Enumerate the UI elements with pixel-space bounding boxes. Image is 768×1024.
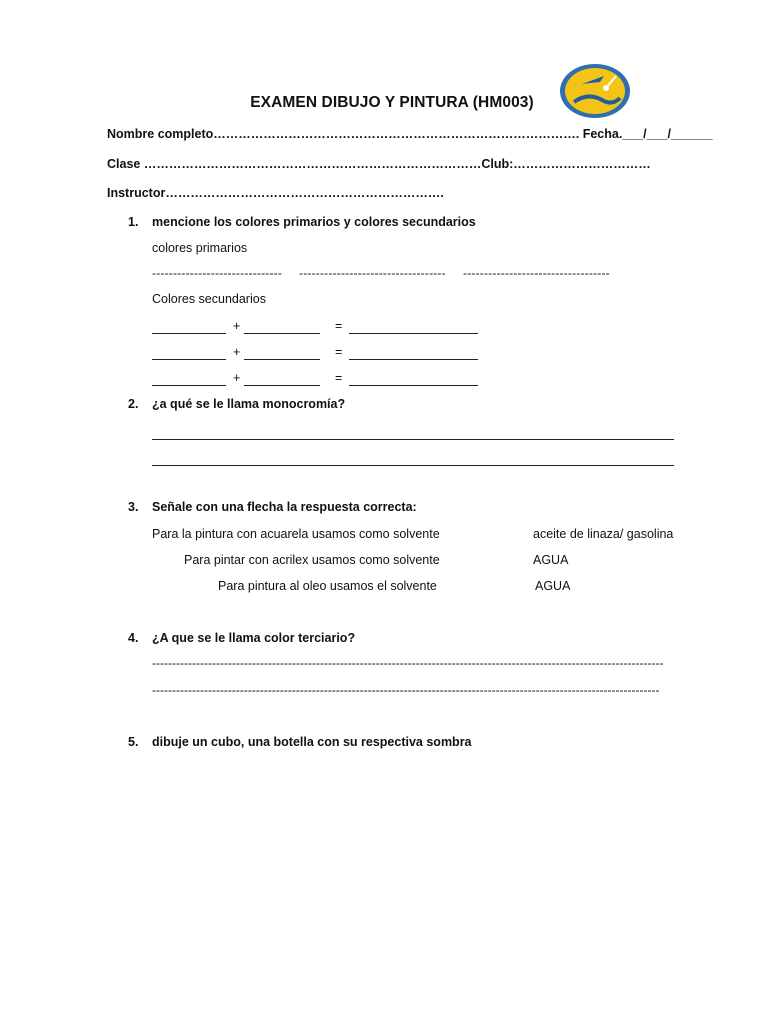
solvent-statement: Para pintura al oleo usamos el solvente	[218, 579, 437, 593]
equals-sign: =	[335, 345, 343, 359]
answer-line[interactable]	[152, 465, 674, 466]
plus-sign: +	[233, 371, 241, 385]
question-1-number: 1.	[128, 215, 139, 229]
page-title: EXAMEN DIBUJO Y PINTURA (HM003)	[250, 94, 534, 111]
question-3-text: Señale con una flecha la respuesta correcta:	[152, 500, 417, 514]
color-blank[interactable]	[244, 333, 320, 334]
answer-line[interactable]	[152, 439, 674, 440]
result-blank[interactable]	[349, 333, 478, 334]
color-blank[interactable]	[152, 359, 226, 360]
question-3-number: 3.	[128, 500, 139, 514]
primarios-label: colores primarios	[152, 241, 248, 255]
solvent-option[interactable]: AGUA	[535, 579, 571, 593]
instructor-field[interactable]: Instructor………………………………………………………….	[107, 186, 444, 200]
color-blank[interactable]	[152, 385, 226, 386]
question-5-text: dibuje un cubo, una botella con su respectiva sombra	[152, 735, 472, 749]
clase-club-field[interactable]: Clase ………………………………………………………………………Club:……………………………	[107, 157, 651, 171]
color-blank[interactable]	[244, 359, 320, 360]
solvent-statement: Para pintar con acrilex usamos como solvente	[184, 553, 440, 567]
equals-sign: =	[335, 371, 343, 385]
question-2-number: 2.	[128, 397, 139, 411]
plus-sign: +	[233, 319, 241, 333]
solvent-option[interactable]: AGUA	[533, 553, 569, 567]
question-4-number: 4.	[128, 631, 139, 645]
equals-sign: =	[335, 319, 343, 333]
primario-answer-line[interactable]: -------------------------------	[152, 266, 283, 280]
color-blank[interactable]	[244, 385, 320, 386]
question-5-number: 5.	[128, 735, 139, 749]
solvent-statement: Para la pintura con acuarela usamos como solvente	[152, 527, 440, 541]
drawing-area[interactable]	[152, 760, 672, 1000]
answer-dashed-line[interactable]: -------------------------------------------------------------------------------------------------------------------------------	[152, 683, 660, 697]
result-blank[interactable]	[349, 359, 478, 360]
question-1-text: mencione los colores primarios y colores secundarios	[152, 215, 476, 229]
primario-answer-line[interactable]: -----------------------------------	[299, 266, 446, 280]
solvent-option[interactable]: aceite de linaza/ gasolina	[533, 527, 674, 541]
nombre-fecha-field[interactable]: Nombre completo……………………………………………………………………………. Fecha.___/___/______	[107, 127, 713, 141]
answer-dashed-line[interactable]: --------------------------------------------------------------------------------------------------------------------------------	[152, 656, 664, 670]
color-blank[interactable]	[152, 333, 226, 334]
question-4-text: ¿A que se le llama color terciario?	[152, 631, 356, 645]
secundarios-label: Colores secundarios	[152, 292, 266, 306]
primario-answer-line[interactable]: -----------------------------------	[463, 266, 610, 280]
result-blank[interactable]	[349, 385, 478, 386]
plus-sign: +	[233, 345, 241, 359]
question-2-text: ¿a qué se le llama monocromía?	[152, 397, 346, 411]
